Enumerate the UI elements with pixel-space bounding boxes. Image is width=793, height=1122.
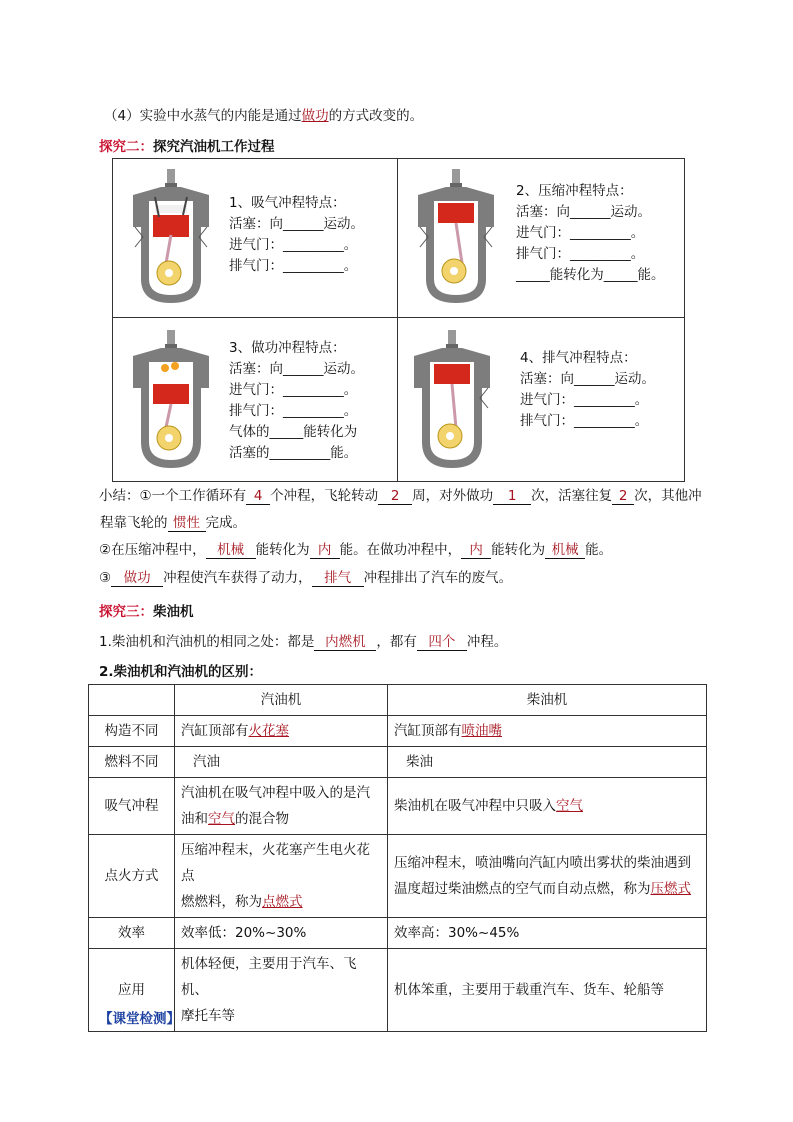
gasoline-cell: 效率低：20%~30%	[175, 918, 388, 949]
cell-answer: 空气	[556, 798, 583, 814]
stroke1-text	[229, 193, 364, 277]
summary-text: 次，活塞往复	[531, 488, 613, 504]
row-label: 效率	[89, 918, 175, 949]
intro-suffix: 的方式改变的。	[328, 108, 424, 124]
row-label: 应用	[89, 949, 175, 1032]
q1-answer: 内燃机	[314, 630, 376, 651]
stroke2-line: _____能转化为_____能。	[516, 267, 665, 283]
classroom-check-heading: 【课堂检测】	[99, 1011, 180, 1027]
stroke3-line: 活塞的_________能。	[229, 445, 358, 461]
section2-heading	[99, 135, 275, 155]
stroke4-line: 活塞：向______运动。	[520, 371, 655, 387]
cell-text: 温度超过柴油燃点的空气而自动点燃，称为	[394, 881, 651, 897]
summary-answer: 排气	[312, 566, 364, 587]
cell-text: 压缩冲程末，喷油嘴向汽缸内喷出雾状的柴油遇到	[394, 855, 691, 871]
stroke1-line: 活塞：向______运动。	[229, 216, 364, 232]
stroke2-line: 活塞：向______运动。	[516, 204, 651, 220]
summary-text: 能。在做功冲程中，	[339, 542, 462, 558]
stroke4-line: 排气门：_________。	[520, 413, 649, 429]
row-label: 燃料不同	[89, 747, 175, 778]
engine-exhaust-illustration	[406, 328, 498, 474]
stroke-cell-compression	[398, 159, 684, 317]
stroke-cell-exhaust	[398, 318, 684, 481]
summary-text: 完成。	[205, 515, 246, 531]
cell-text: 燃燃料，称为	[181, 894, 262, 910]
diesel-cell	[388, 835, 707, 918]
gasoline-cell	[175, 747, 388, 778]
stroke-cell-intake	[113, 159, 397, 317]
row-label: 点火方式	[89, 835, 175, 918]
table-row	[89, 716, 707, 747]
engine-comparison-table	[88, 684, 707, 1032]
stroke4-title: 4、排气冲程特点：	[520, 350, 637, 366]
summary-text: 能转化为	[491, 542, 546, 558]
summary-line-1	[99, 484, 702, 505]
q1-answer: 四个	[417, 630, 467, 651]
table-row	[89, 778, 707, 835]
stroke1-line: 排气门：_________。	[229, 258, 358, 274]
stroke1-line: 进气门：_________。	[229, 237, 358, 253]
cell-answer: 火花塞	[248, 723, 289, 739]
diesel-cell	[388, 747, 707, 778]
diesel-cell	[388, 778, 707, 835]
section3-heading	[99, 600, 194, 620]
cell-text: 油和	[181, 811, 208, 827]
summary-answer: 内	[310, 538, 340, 559]
stroke2-line: 进气门：_________。	[516, 225, 645, 241]
cell-text: 汽缸顶部有	[394, 723, 462, 739]
diesel-cell: 效率高：30%~45%	[388, 918, 707, 949]
summary-answer: 做功	[111, 566, 163, 587]
summary-text: ③	[99, 570, 112, 586]
summary-answer: 2	[612, 488, 634, 505]
cell-answer: 压燃式	[650, 881, 691, 897]
stroke3-line: 活塞：向______运动。	[229, 361, 364, 377]
summary-text: 冲程排出了汽车的废气。	[363, 570, 513, 586]
engine-intake-illustration	[125, 167, 217, 309]
question-1	[99, 630, 507, 651]
table-header-cell: 汽油机	[175, 685, 388, 716]
cell-text: 机体轻便，主要用于汽车、飞机、	[181, 956, 357, 998]
cell-text: 汽油机在吸气冲程中吸入的是汽	[181, 785, 370, 801]
summary-answer: 机械	[206, 538, 256, 559]
question-2-title: 2.柴油机和汽油机的区别：	[99, 664, 263, 680]
summary-answer: 机械	[545, 538, 585, 559]
cell-text: 汽缸顶部有	[181, 723, 249, 739]
cell-text: 压缩冲程末，火花塞产生电火花点	[181, 842, 370, 884]
stroke-cell-power	[113, 318, 397, 481]
summary-answer: 1	[493, 488, 531, 505]
q1-text: ，都有	[376, 634, 417, 650]
stroke3-line: 排气门：_________。	[229, 403, 358, 419]
summary-text: 程靠飞轮的	[100, 515, 168, 531]
stroke2-line: 排气门：_________。	[516, 246, 645, 262]
summary-text: 次，其他冲	[634, 488, 702, 504]
intro-answer: 做功	[301, 108, 329, 124]
table-row	[89, 747, 707, 778]
cell-answer: 点燃式	[262, 894, 303, 910]
table-row	[89, 949, 707, 1032]
summary-text: 周，对外做功	[412, 488, 494, 504]
stroke1-title: 1、吸气冲程特点：	[229, 195, 346, 211]
table-row	[89, 918, 707, 949]
cell-text: 的混合物	[235, 811, 289, 827]
engine-compression-illustration	[410, 167, 502, 309]
summary-text: ②在压缩冲程中，	[99, 542, 206, 558]
intro-line	[104, 104, 423, 124]
section2-label: 探究二：	[99, 139, 153, 155]
gasoline-cell	[175, 949, 388, 1032]
row-label: 构造不同	[89, 716, 175, 747]
table-header-row	[89, 685, 707, 716]
table-header-cell	[89, 685, 175, 716]
stroke4-text	[520, 348, 655, 432]
summary-text: 小结：①一个工作循环有	[99, 488, 247, 504]
summary-text: 个冲程，飞轮转动	[270, 488, 379, 504]
engine-power-illustration	[125, 328, 217, 474]
summary-text: 能转化为	[255, 542, 310, 558]
stroke2-title: 2、压缩冲程特点：	[516, 183, 633, 199]
section2-title: 探究汽油机工作过程	[153, 139, 275, 155]
gasoline-cell	[175, 778, 388, 835]
stroke3-line: 气体的_____能转化为	[229, 424, 358, 440]
cell-text: 柴油机在吸气冲程中只吸入	[394, 798, 556, 814]
diesel-cell: 机体笨重，主要用于载重汽车、货车、轮船等	[388, 949, 707, 1032]
summary-text: 冲程使汽车获得了动力，	[163, 570, 312, 586]
stroke3-line: 进气门：_________。	[229, 382, 358, 398]
stroke3-text	[229, 338, 364, 464]
summary-answer: 4	[246, 488, 270, 505]
gasoline-cell	[175, 835, 388, 918]
stroke4-line: 进气门：_________。	[520, 392, 649, 408]
summary-line-4	[99, 566, 512, 587]
diesel-cell	[388, 716, 707, 747]
section3-label: 探究三：	[99, 604, 153, 620]
table-row	[89, 835, 707, 918]
summary-text: 能。	[585, 542, 613, 558]
q1-text: 1.柴油机和汽油机的相同之处：都是	[99, 634, 315, 650]
cell-text: 摩托车等	[181, 1008, 235, 1024]
engine-stroke-grid	[112, 158, 685, 482]
cell-answer: 空气	[208, 811, 235, 827]
intro-text: （4）实验中水蒸气的内能是通过	[104, 108, 302, 124]
cell-text: 汽油	[193, 754, 220, 770]
summary-answer: 2	[378, 488, 412, 505]
q1-text: 冲程。	[466, 634, 508, 650]
summary-answer: 惯性	[168, 511, 206, 532]
summary-answer: 内	[461, 538, 491, 559]
table-header-cell: 柴油机	[388, 685, 707, 716]
summary-line-2	[100, 511, 246, 532]
section3-title: 柴油机	[153, 604, 194, 620]
cell-answer: 喷油嘴	[461, 723, 502, 739]
stroke2-text	[516, 181, 665, 286]
stroke3-title: 3、做功冲程特点：	[229, 340, 346, 356]
row-label: 吸气冲程	[89, 778, 175, 835]
summary-line-3	[99, 538, 612, 559]
gasoline-cell	[175, 716, 388, 747]
cell-text: 柴油	[406, 754, 433, 770]
